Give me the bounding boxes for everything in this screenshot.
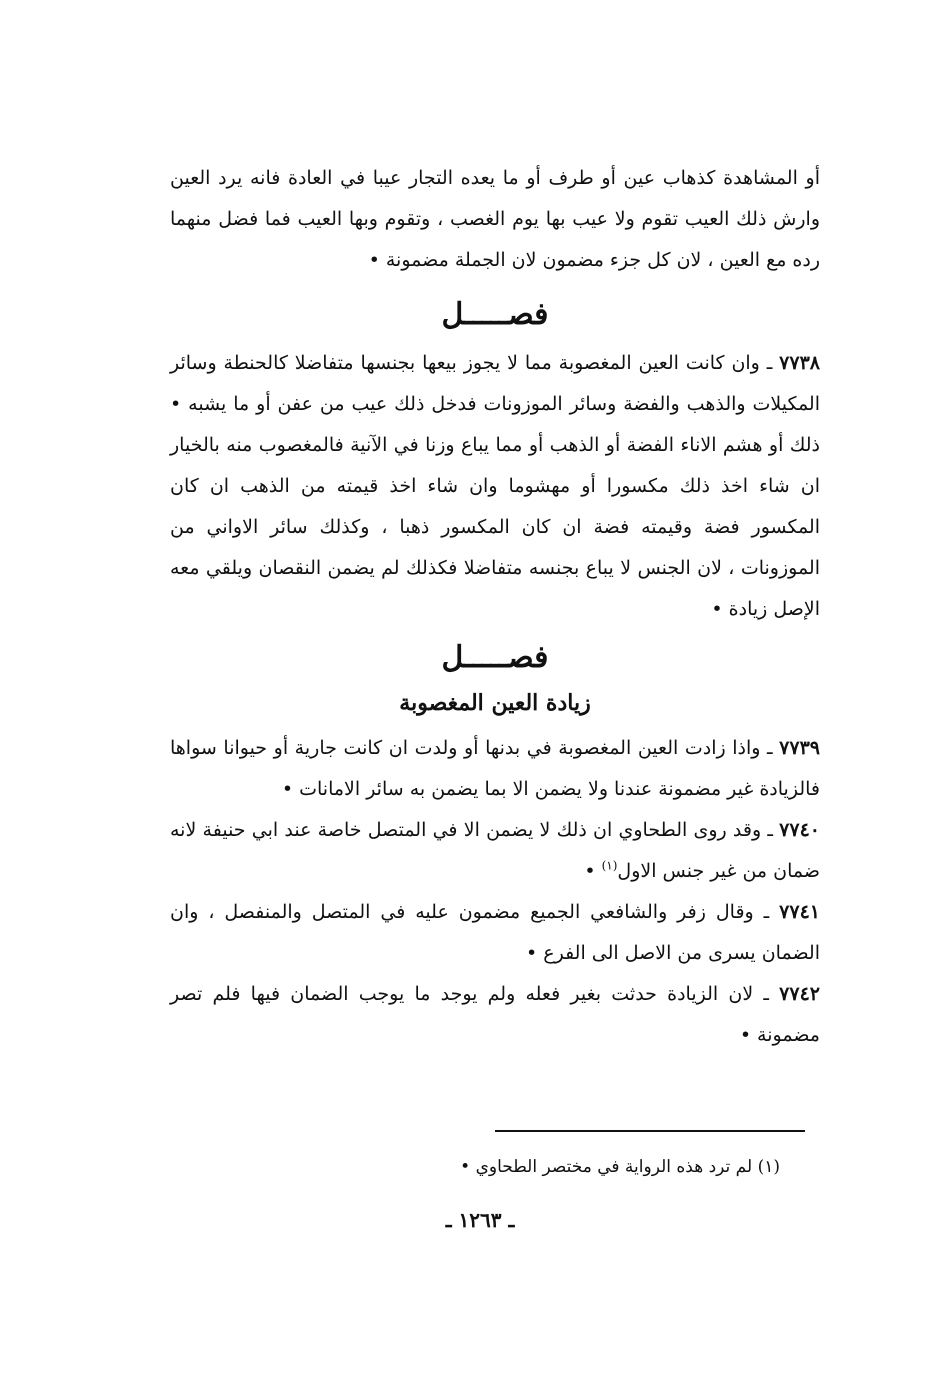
paragraph-7741 [170, 892, 820, 974]
paragraph-7742 [170, 974, 820, 1056]
section-heading-fasl-1: فصـــــل [441, 297, 549, 332]
paragraph-text: ـ وقال زفر والشافعي الجميع مضمون عليه في المتصل والمنفصل ، وان الضمان يسرى من الاصل الى الفرع • [170, 901, 820, 964]
paragraph-text: ـ وقد روى الطحاوي ان ذلك لا يضمن الا في المتصل خاصة عند ابي حنيفة لانه ضمان من غير جنس الاول [170, 819, 820, 882]
paragraph-7738 [170, 343, 820, 630]
paragraph-text: ـ وان كانت العين المغصوبة مما لا يجوز بيعها بجنسها متفاضلا كالحنطة وسائر المكيلات والذهب والفضة وسائر الموزونات فدخل ذلك عيب من عفن أو ما يشبه • ذلك أو هشم الاناء الفضة أو الذهب أو مما يباع وزنا في الآنية فالمغصوب منه بالخيار ان شاء اخذ ذلك مكسورا أو مهشوما وان شاء اخذ قيمته من الذهب ان كان المكسور فضة وقيمته فضة ان كان المكسور ذهبا ، وكذلك سائر الاواني من الموزونات ، لان الجنس لا يباع بجنسه متفاضلا فكذلك لم يضمن النقصان ويلقي معه الإصل زيادة • [170, 352, 820, 620]
paragraph-number: ٧٧٤١ [779, 901, 820, 923]
paragraph-number: ٧٧٤٢ [779, 983, 820, 1005]
paragraph-number: ٧٧٣٨ [779, 352, 820, 374]
paragraph-text: ـ واذا زادت العين المغصوبة في بدنها أو ولدت ان كانت جارية أو حيوانا سواها فالزيادة غير مضمونة عندنا ولا يضمن الا بما يضمن به سائر الامانات • [170, 737, 820, 800]
paragraph-7740 [170, 810, 820, 892]
paragraph-7739 [170, 728, 820, 810]
section-subheading: زيادة العين المغصوبة [399, 690, 591, 716]
footnote: (١) لم ترد هذه الرواية في مختصر الطحاوي • [460, 1157, 780, 1177]
footnote-reference: (١) [601, 858, 618, 873]
paragraph-number: ٧٧٤٠ [779, 819, 820, 841]
main-text [170, 158, 820, 1056]
footnote-divider [495, 1130, 805, 1132]
intro-paragraph: أو المشاهدة كذهاب عين أو طرف أو ما يعده التجار عيبا في العادة فانه يرد العين وارش ذلك العيب تقوم ولا عيب بها يوم الغصب ، وتقوم وبها العيب فما فضل منهما رده مع العين ، لان كل جزء مضمون لان الجملة مضمونة • [170, 167, 820, 271]
paragraph-text: ـ لان الزيادة حدثت بغير فعله ولم يوجد ما يوجب الضمان فيها فلم تصر مضمونة • [170, 983, 820, 1046]
section-heading-fasl-2: فصـــــل [441, 640, 549, 675]
page-number: ـ ١٢٦٣ ـ [445, 1208, 515, 1232]
paragraph-number: ٧٧٣٩ [779, 737, 820, 759]
paragraph-end: • [584, 860, 602, 882]
